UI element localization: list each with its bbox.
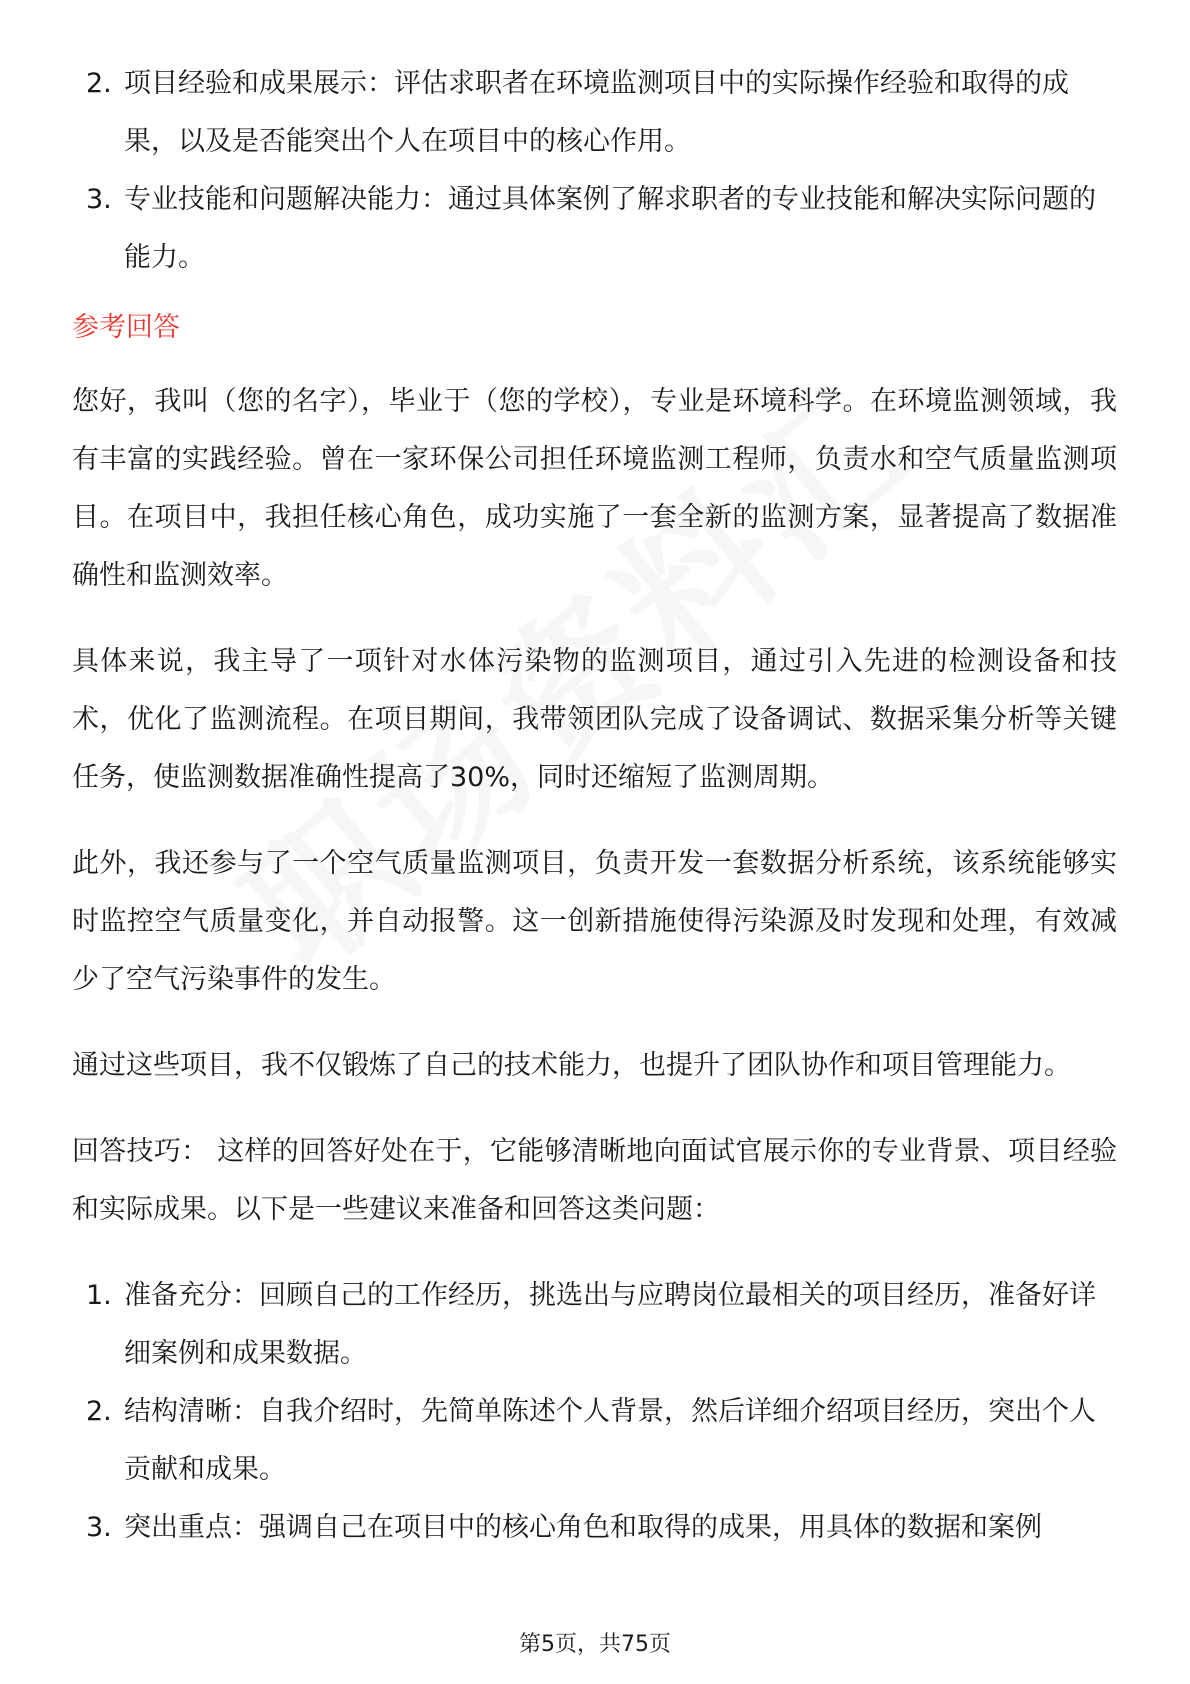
list-number: 2. [86, 68, 112, 99]
list-item-text: 专业技能和问题解决能力：通过具体案例了解求职者的专业技能和解决实际问题的能力。 [124, 184, 1096, 273]
answer-paragraph: 您好，我叫（您的名字），毕业于（您的学校），专业是环境科学。在环境监测领域，我有丰富的实践经验。曾在一家环保公司担任环境监测工程师，负责水和空气质量监测项目。在项目中，我担任核心角色，成功实施了一套全新的监测方案，显著提高了数据准确性和监测效率。 [72, 386, 1117, 591]
list-item [72, 171, 1117, 287]
list-item-text: 结构清晰：自我介绍时，先简单陈述个人背景，然后详细介绍项目经历，突出个人贡献和成果。 [124, 1396, 1096, 1485]
list-item [72, 55, 1117, 171]
list-number: 3. [86, 1512, 112, 1543]
answer-paragraph: 此外，我还参与了一个空气质量监测项目，负责开发一套数据分析系统，该系统能够实时监控空气质量变化，并自动报警。这一创新措施使得污染源及时发现和处理，有效减少了空气污染事件的发生。 [72, 848, 1117, 995]
answer-paragraph: 具体来说，我主导了一项针对水体污染物的监测项目，通过引入先进的检测设备和技术，优化了监测流程。在项目期间，我带领团队完成了设备调试、数据采集分析等关键任务，使监测数据准确性提高了30%，同时还缩短了监测周期。 [72, 646, 1117, 793]
list-number: 1. [86, 1280, 112, 1311]
list-number: 2. [86, 1396, 112, 1427]
list-item [72, 1499, 1117, 1557]
tips-list [72, 1267, 1117, 1557]
list-item-text: 准备充分：回顾自己的工作经历，挑选出与应聘岗位最相关的项目经历，准备好详细案例和成果数据。 [124, 1280, 1096, 1369]
tips-intro-paragraph: 回答技巧： 这样的回答好处在于，它能够清晰地向面试官展示你的专业背景、项目经验和实际成果。以下是一些建议来准备和回答这类问题： [72, 1136, 1117, 1225]
list-item-text: 突出重点：强调自己在项目中的核心角色和取得的成果，用具体的数据和案例 [124, 1512, 1042, 1543]
page-content [72, 55, 1117, 1557]
evaluation-list [72, 55, 1117, 287]
page-footer: 第5页，共75页 [519, 1632, 671, 1657]
list-item [72, 1383, 1117, 1499]
answer-paragraph: 通过这些项目，我不仅锻炼了自己的技术能力，也提升了团队协作和项目管理能力。 [72, 1050, 1071, 1081]
list-item-text: 项目经验和成果展示：评估求职者在环境监测项目中的实际操作经验和取得的成果，以及是否能突出个人在项目中的核心作用。 [124, 68, 1069, 157]
section-title: 参考回答 [72, 312, 180, 343]
list-number: 3. [86, 184, 112, 215]
list-item [72, 1267, 1117, 1383]
